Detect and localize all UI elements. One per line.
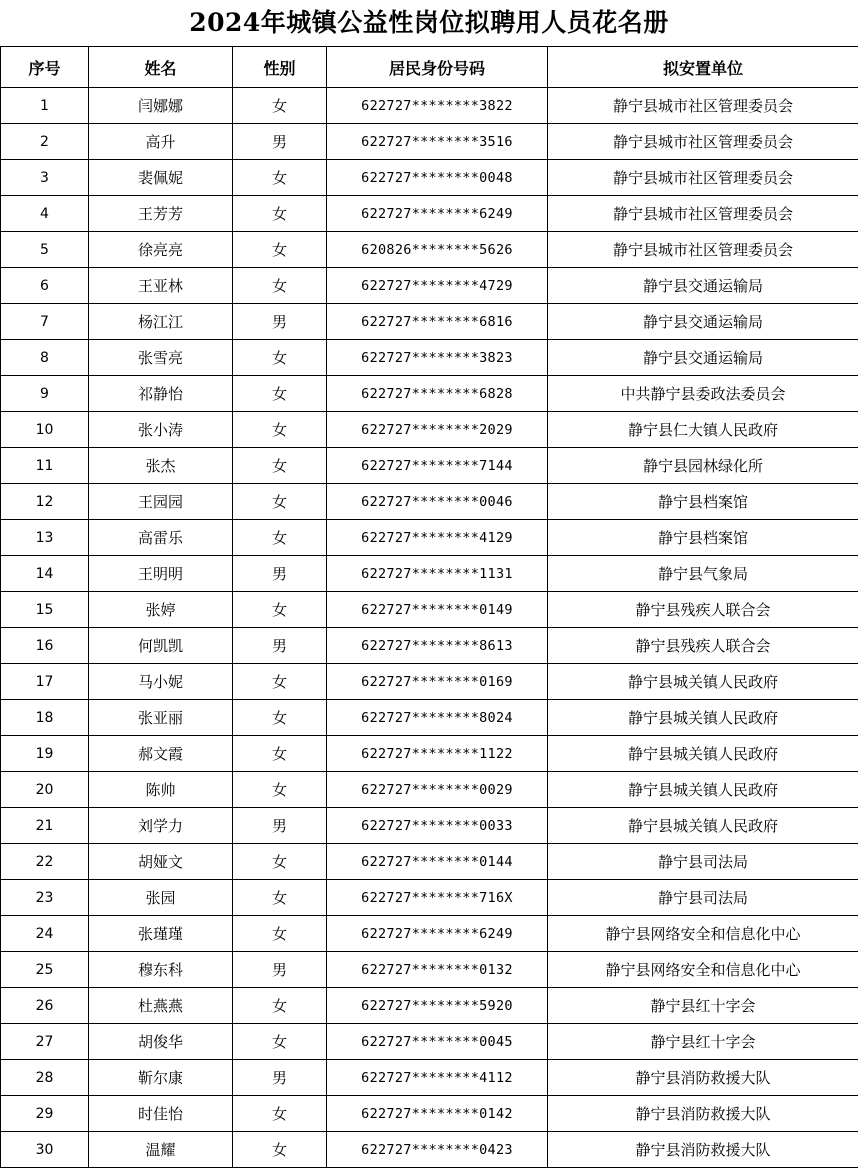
cell-gender: 女 [233,448,327,484]
cell-id-number: 622727********6249 [327,916,548,952]
table-row [1,916,858,952]
table-row [1,1096,858,1132]
table-row [1,124,858,160]
cell-name: 张雪亮 [89,340,233,376]
roster-table [0,46,858,1168]
column-header-id-number: 居民身份号码 [327,47,548,88]
cell-gender: 女 [233,376,327,412]
cell-placement-unit: 静宁县城关镇人民政府 [548,700,858,736]
cell-id-number: 622727********0149 [327,592,548,628]
cell-number: 20 [1,772,89,808]
cell-number: 30 [1,1132,89,1168]
cell-number: 18 [1,700,89,736]
cell-id-number: 622727********6816 [327,304,548,340]
cell-placement-unit: 静宁县残疾人联合会 [548,628,858,664]
table-row [1,880,858,916]
cell-id-number: 622727********0144 [327,844,548,880]
table-row [1,1060,858,1096]
cell-placement-unit: 静宁县网络安全和信息化中心 [548,916,858,952]
cell-gender: 女 [233,664,327,700]
cell-name: 王园园 [89,484,233,520]
cell-placement-unit: 静宁县消防救援大队 [548,1060,858,1096]
cell-name: 靳尔康 [89,1060,233,1096]
cell-name: 裴佩妮 [89,160,233,196]
cell-placement-unit: 静宁县交通运输局 [548,340,858,376]
cell-id-number: 622727********0033 [327,808,548,844]
table-row [1,1132,858,1168]
cell-name: 徐亮亮 [89,232,233,268]
cell-number: 29 [1,1096,89,1132]
table-row [1,340,858,376]
table-row [1,988,858,1024]
cell-id-number: 620826********5626 [327,232,548,268]
cell-number: 1 [1,88,89,124]
cell-id-number: 622727********3823 [327,340,548,376]
cell-id-number: 622727********5920 [327,988,548,1024]
cell-placement-unit: 静宁县城市社区管理委员会 [548,88,858,124]
cell-placement-unit: 静宁县红十字会 [548,1024,858,1060]
cell-name: 张亚丽 [89,700,233,736]
cell-id-number: 622727********3822 [327,88,548,124]
cell-placement-unit: 静宁县网络安全和信息化中心 [548,952,858,988]
cell-placement-unit: 静宁县城关镇人民政府 [548,808,858,844]
cell-placement-unit: 静宁县交通运输局 [548,268,858,304]
cell-gender: 女 [233,880,327,916]
cell-name: 高升 [89,124,233,160]
cell-id-number: 622727********0045 [327,1024,548,1060]
table-row [1,88,858,124]
cell-number: 2 [1,124,89,160]
cell-name: 高雷乐 [89,520,233,556]
cell-placement-unit: 静宁县气象局 [548,556,858,592]
cell-number: 10 [1,412,89,448]
table-row [1,736,858,772]
cell-name: 王明明 [89,556,233,592]
cell-id-number: 622727********0048 [327,160,548,196]
cell-number: 12 [1,484,89,520]
cell-placement-unit: 静宁县城关镇人民政府 [548,772,858,808]
cell-gender: 女 [233,1132,327,1168]
cell-number: 24 [1,916,89,952]
table-row [1,664,858,700]
cell-number: 25 [1,952,89,988]
table-row [1,304,858,340]
cell-id-number: 622727********3516 [327,124,548,160]
cell-gender: 女 [233,88,327,124]
table-row [1,1024,858,1060]
cell-gender: 女 [233,340,327,376]
cell-gender: 女 [233,520,327,556]
cell-placement-unit: 静宁县红十字会 [548,988,858,1024]
cell-number: 22 [1,844,89,880]
cell-placement-unit: 静宁县残疾人联合会 [548,592,858,628]
cell-name: 王芳芳 [89,196,233,232]
cell-name: 张婷 [89,592,233,628]
cell-placement-unit: 静宁县城关镇人民政府 [548,664,858,700]
table-row [1,484,858,520]
cell-number: 6 [1,268,89,304]
cell-gender: 女 [233,736,327,772]
cell-name: 胡娅文 [89,844,233,880]
table-row [1,268,858,304]
cell-number: 11 [1,448,89,484]
cell-placement-unit: 静宁县城市社区管理委员会 [548,232,858,268]
table-row [1,952,858,988]
cell-placement-unit: 静宁县城市社区管理委员会 [548,124,858,160]
cell-name: 刘学力 [89,808,233,844]
cell-id-number: 622727********0132 [327,952,548,988]
table-row [1,592,858,628]
cell-number: 16 [1,628,89,664]
table-row [1,628,858,664]
cell-placement-unit: 静宁县消防救援大队 [548,1096,858,1132]
cell-gender: 男 [233,808,327,844]
header-row [1,47,858,88]
cell-id-number: 622727********716X [327,880,548,916]
cell-gender: 女 [233,196,327,232]
cell-placement-unit: 静宁县司法局 [548,880,858,916]
cell-id-number: 622727********1122 [327,736,548,772]
cell-gender: 女 [233,988,327,1024]
table-row [1,772,858,808]
column-header-number: 序号 [1,47,89,88]
cell-placement-unit: 静宁县消防救援大队 [548,1132,858,1168]
cell-number: 4 [1,196,89,232]
cell-gender: 女 [233,592,327,628]
cell-id-number: 622727********1131 [327,556,548,592]
cell-id-number: 622727********4129 [327,520,548,556]
cell-gender: 女 [233,844,327,880]
cell-name: 陈帅 [89,772,233,808]
cell-number: 23 [1,880,89,916]
cell-placement-unit: 静宁县交通运输局 [548,304,858,340]
cell-number: 8 [1,340,89,376]
cell-name: 张小涛 [89,412,233,448]
column-header-gender: 性别 [233,47,327,88]
table-row [1,196,858,232]
cell-gender: 女 [233,1096,327,1132]
column-header-placement-unit: 拟安置单位 [548,47,858,88]
cell-name: 祁静怡 [89,376,233,412]
cell-id-number: 622727********4729 [327,268,548,304]
cell-gender: 男 [233,304,327,340]
cell-id-number: 622727********4112 [327,1060,548,1096]
cell-name: 杨江江 [89,304,233,340]
cell-name: 王亚林 [89,268,233,304]
cell-placement-unit: 静宁县城市社区管理委员会 [548,160,858,196]
cell-id-number: 622727********0169 [327,664,548,700]
table-row [1,412,858,448]
cell-name: 张瑾瑾 [89,916,233,952]
roster-body [1,88,858,1168]
cell-id-number: 622727********0423 [327,1132,548,1168]
table-row [1,160,858,196]
cell-gender: 女 [233,412,327,448]
table-row [1,556,858,592]
table-row [1,844,858,880]
table-row [1,376,858,412]
cell-gender: 女 [233,772,327,808]
cell-placement-unit: 静宁县仁大镇人民政府 [548,412,858,448]
table-row [1,232,858,268]
table-row [1,448,858,484]
cell-number: 15 [1,592,89,628]
cell-gender: 女 [233,484,327,520]
cell-name: 何凯凯 [89,628,233,664]
cell-name: 杜燕燕 [89,988,233,1024]
cell-number: 3 [1,160,89,196]
cell-number: 28 [1,1060,89,1096]
cell-number: 13 [1,520,89,556]
table-row [1,808,858,844]
cell-gender: 女 [233,700,327,736]
cell-gender: 男 [233,556,327,592]
cell-id-number: 622727********8613 [327,628,548,664]
cell-number: 7 [1,304,89,340]
cell-gender: 男 [233,952,327,988]
cell-number: 9 [1,376,89,412]
cell-gender: 男 [233,1060,327,1096]
cell-number: 14 [1,556,89,592]
cell-gender: 女 [233,268,327,304]
cell-name: 张杰 [89,448,233,484]
cell-id-number: 622727********0029 [327,772,548,808]
cell-id-number: 622727********7144 [327,448,548,484]
cell-id-number: 622727********0142 [327,1096,548,1132]
cell-placement-unit: 中共静宁县委政法委员会 [548,376,858,412]
cell-gender: 男 [233,628,327,664]
cell-number: 27 [1,1024,89,1060]
cell-number: 17 [1,664,89,700]
cell-gender: 女 [233,160,327,196]
cell-number: 21 [1,808,89,844]
table-row [1,700,858,736]
cell-name: 郝文霞 [89,736,233,772]
cell-placement-unit: 静宁县司法局 [548,844,858,880]
cell-id-number: 622727********0046 [327,484,548,520]
cell-id-number: 622727********6828 [327,376,548,412]
cell-name: 胡俊华 [89,1024,233,1060]
cell-number: 19 [1,736,89,772]
cell-id-number: 622727********8024 [327,700,548,736]
cell-gender: 女 [233,232,327,268]
cell-placement-unit: 静宁县档案馆 [548,520,858,556]
cell-number: 5 [1,232,89,268]
cell-placement-unit: 静宁县城关镇人民政府 [548,736,858,772]
cell-name: 马小妮 [89,664,233,700]
cell-name: 闫娜娜 [89,88,233,124]
cell-gender: 男 [233,124,327,160]
cell-id-number: 622727********2029 [327,412,548,448]
cell-number: 26 [1,988,89,1024]
cell-gender: 女 [233,916,327,952]
cell-placement-unit: 静宁县城市社区管理委员会 [548,196,858,232]
cell-id-number: 622727********6249 [327,196,548,232]
cell-gender: 女 [233,1024,327,1060]
cell-name: 张园 [89,880,233,916]
cell-placement-unit: 静宁县档案馆 [548,484,858,520]
cell-placement-unit: 静宁县园林绿化所 [548,448,858,484]
page-title: 2024年城镇公益性岗位拟聘用人员花名册 [189,8,669,37]
cell-name: 时佳怡 [89,1096,233,1132]
cell-name: 温耀 [89,1132,233,1168]
column-header-name: 姓名 [89,47,233,88]
cell-name: 穆东科 [89,952,233,988]
table-row [1,520,858,556]
